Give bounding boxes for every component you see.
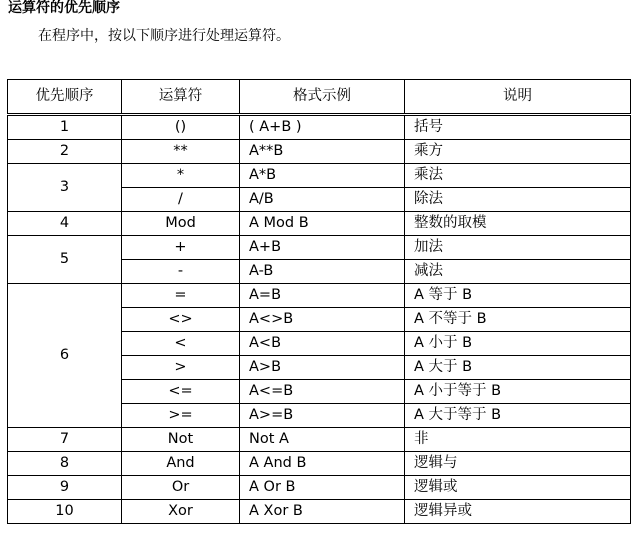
table-row [8, 140, 631, 164]
table-row [8, 212, 631, 236]
priority-cell: 2 [8, 140, 122, 164]
operator-cell: Xor [122, 500, 240, 524]
operator-cell: * [122, 164, 240, 188]
operator-cell: <= [122, 380, 240, 404]
description-cell: 加法 [405, 236, 631, 260]
description-cell: 乘方 [405, 140, 631, 164]
operator-cell: = [122, 284, 240, 308]
table-row [8, 476, 631, 500]
operator-precedence-table [7, 79, 631, 524]
description-cell: 非 [405, 428, 631, 452]
priority-cell: 8 [8, 452, 122, 476]
example-cell: A>B [240, 356, 405, 380]
description-cell: A 不等于 B [405, 308, 631, 332]
description-cell: 逻辑异或 [405, 500, 631, 524]
priority-cell: 7 [8, 428, 122, 452]
operator-cell: Mod [122, 212, 240, 236]
description-cell: A 等于 B [405, 284, 631, 308]
operator-cell: Not [122, 428, 240, 452]
operator-cell: <> [122, 308, 240, 332]
example-cell: A**B [240, 140, 405, 164]
operator-cell: And [122, 452, 240, 476]
example-cell: A/B [240, 188, 405, 212]
example-cell: A And B [240, 452, 405, 476]
priority-cell: 1 [8, 115, 122, 140]
operator-cell: () [122, 115, 240, 140]
example-cell: A<B [240, 332, 405, 356]
example-cell: Not A [240, 428, 405, 452]
operator-cell: Or [122, 476, 240, 500]
operator-cell: / [122, 188, 240, 212]
priority-cell: 6 [8, 284, 122, 428]
example-cell: A>=B [240, 404, 405, 428]
intro-text: 在程序中，按以下顺序进行处理运算符。 [38, 28, 290, 44]
example-cell: A<>B [240, 308, 405, 332]
priority-cell: 9 [8, 476, 122, 500]
header-description: 说明 [405, 80, 631, 115]
table-row [8, 164, 631, 188]
priority-cell: 3 [8, 164, 122, 212]
header-example: 格式示例 [240, 80, 405, 115]
table-header-row [8, 80, 631, 115]
header-priority: 优先顺序 [8, 80, 122, 115]
description-cell: A 大于 B [405, 356, 631, 380]
table-row [8, 284, 631, 308]
header-operator: 运算符 [122, 80, 240, 115]
example-cell: A Mod B [240, 212, 405, 236]
section-title: 运算符的优先顺序 [8, 0, 120, 16]
description-cell: 除法 [405, 188, 631, 212]
table-row [8, 236, 631, 260]
description-cell: 减法 [405, 260, 631, 284]
priority-cell: 4 [8, 212, 122, 236]
operator-cell: >= [122, 404, 240, 428]
table-row [8, 428, 631, 452]
description-cell: 括号 [405, 115, 631, 140]
description-cell: A 小于等于 B [405, 380, 631, 404]
example-cell: A*B [240, 164, 405, 188]
description-cell: A 大于等于 B [405, 404, 631, 428]
example-cell: A<=B [240, 380, 405, 404]
operator-cell: - [122, 260, 240, 284]
table-row [8, 500, 631, 524]
table-row [8, 115, 631, 140]
operator-cell: < [122, 332, 240, 356]
example-cell: A Or B [240, 476, 405, 500]
example-cell: A=B [240, 284, 405, 308]
example-cell: A-B [240, 260, 405, 284]
table-body [8, 115, 631, 524]
priority-cell: 5 [8, 236, 122, 284]
description-cell: A 小于 B [405, 332, 631, 356]
description-cell: 整数的取模 [405, 212, 631, 236]
example-cell: A Xor B [240, 500, 405, 524]
description-cell: 逻辑与 [405, 452, 631, 476]
priority-cell: 10 [8, 500, 122, 524]
operator-cell: ** [122, 140, 240, 164]
example-cell: ( A+B ) [240, 115, 405, 140]
table-row [8, 452, 631, 476]
description-cell: 逻辑或 [405, 476, 631, 500]
operator-cell: + [122, 236, 240, 260]
operator-cell: > [122, 356, 240, 380]
example-cell: A+B [240, 236, 405, 260]
description-cell: 乘法 [405, 164, 631, 188]
